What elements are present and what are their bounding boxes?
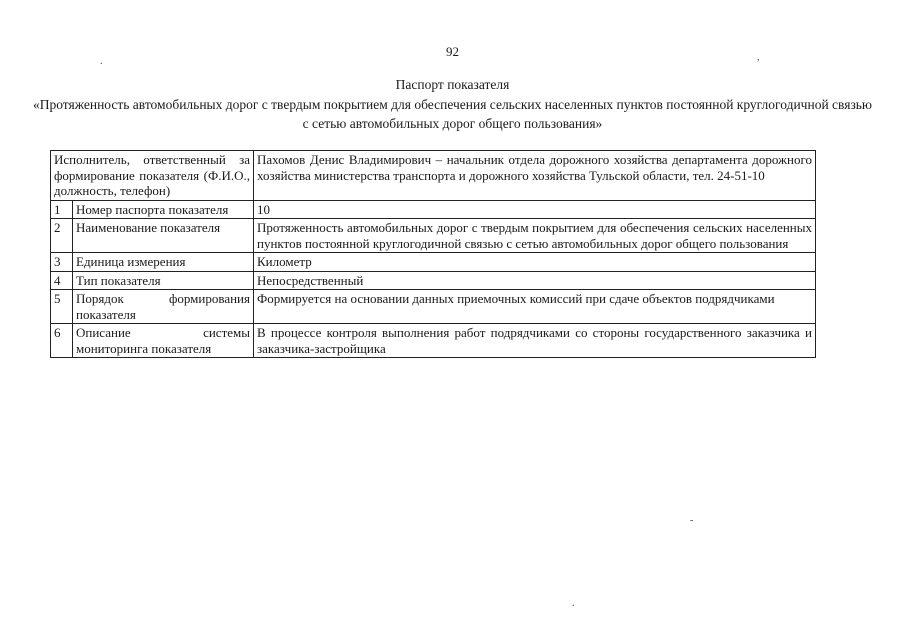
row-label: Описание системы мониторинга показателя — [73, 324, 254, 358]
row-number: 5 — [51, 290, 73, 324]
row-number: 3 — [51, 253, 73, 272]
scan-speck: . — [572, 598, 575, 609]
document-title: Паспорт показателя — [395, 77, 510, 92]
document-subtitle: «Протяженность автомобильных дорог с твердым покрытием для обеспечения сельских населенных пунктов постоянной круглогодичной связью с сетью автомобильных дорог общего пользования» — [32, 97, 873, 131]
table-row — [51, 200, 816, 219]
row-value: Километр — [254, 253, 816, 272]
passport-table — [50, 150, 816, 358]
row-number: 1 — [51, 200, 73, 219]
row-number: 4 — [51, 271, 73, 290]
row-value: В процессе контроля выполнения работ подрядчиками со стороны государственного заказчика и заказчика-застройщика — [254, 324, 816, 358]
executor-label: Исполнитель, ответственный за формирование показателя (Ф.И.О., должность, телефон) — [51, 151, 254, 201]
row-label: Тип показателя — [73, 271, 254, 290]
executor-value: Пахомов Денис Владимирович – начальник отдела дорожного хозяйства департамента дорожного хозяйства министерства транспорта и дорожного хозяйства Тульской области, тел. 24-51-10 — [254, 151, 816, 201]
row-value: Протяженность автомобильных дорог с твердым покрытием для обеспечения сельских населенных пунктов постоянной круглогодичной связью с сетью автомобильных дорог общего пользования — [254, 219, 816, 253]
table-row — [51, 253, 816, 272]
row-number: 2 — [51, 219, 73, 253]
table-row — [51, 219, 816, 253]
scan-speck: . — [100, 56, 103, 67]
row-value: 10 — [254, 200, 816, 219]
row-label: Порядок формирования показателя — [73, 290, 254, 324]
scan-speck: - — [690, 515, 694, 526]
row-number: 6 — [51, 324, 73, 358]
row-value: Непосредственный — [254, 271, 816, 290]
table-row — [51, 324, 816, 358]
table-row — [51, 290, 816, 324]
row-value: Формируется на основании данных приемочных комиссий при сдаче объектов подрядчиками — [254, 290, 816, 324]
page-number: 92 — [446, 44, 459, 59]
row-label: Наименование показателя — [73, 219, 254, 253]
row-label: Единица измерения — [73, 253, 254, 272]
scan-speck: , — [757, 52, 760, 63]
row-label: Номер паспорта показателя — [73, 200, 254, 219]
table-row — [51, 271, 816, 290]
table-row-executor — [51, 151, 816, 201]
